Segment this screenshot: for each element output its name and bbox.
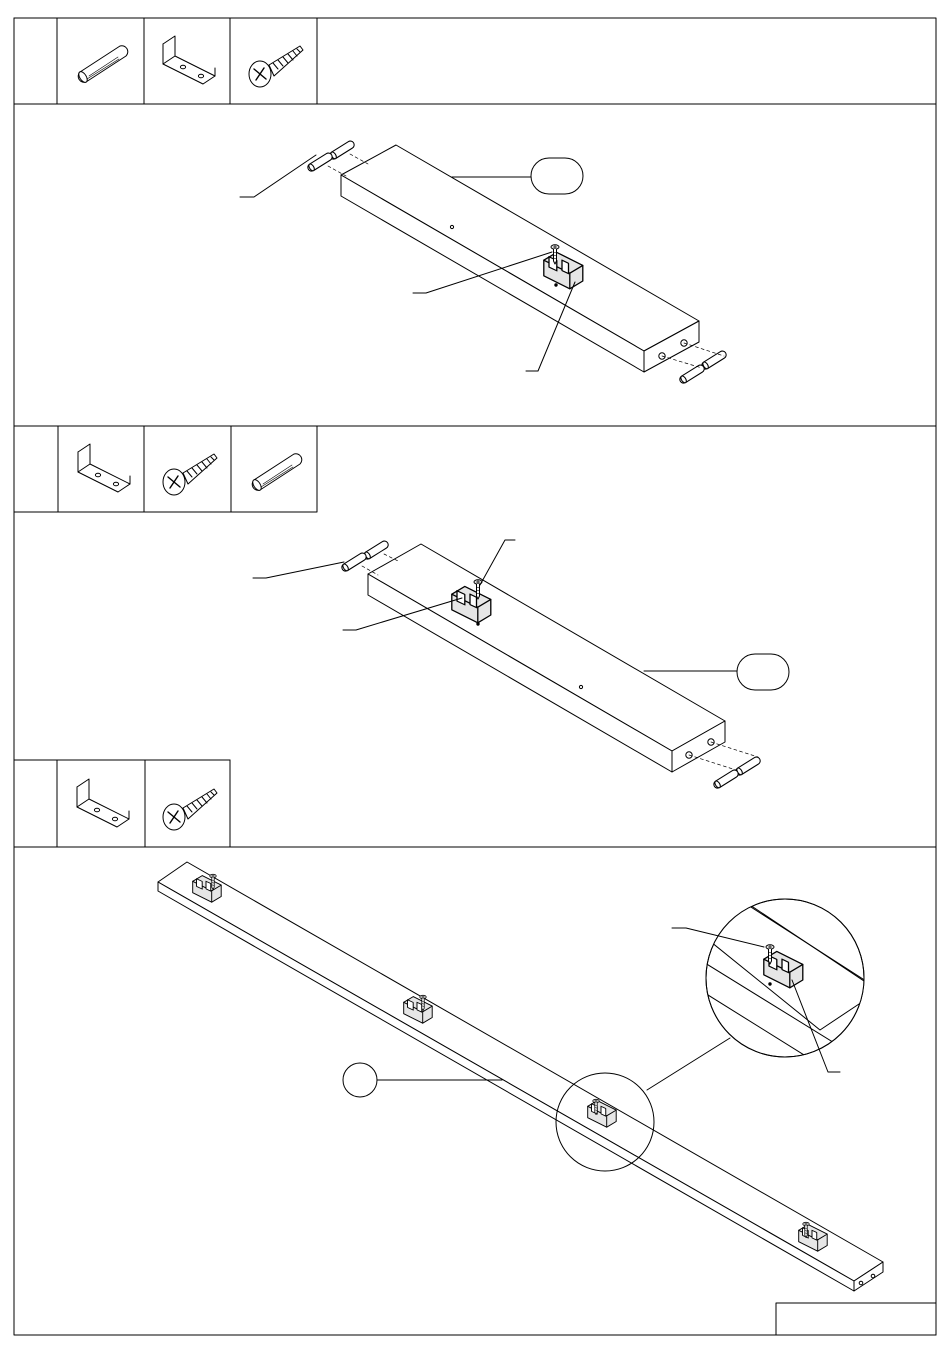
- dowel-part: [680, 365, 704, 384]
- screw-pointer: [480, 540, 515, 585]
- panel-label-bubble: [343, 1063, 377, 1097]
- panel-label-bubble: [531, 158, 583, 194]
- angle-bracket-icon: [77, 779, 129, 827]
- panel-label-bubble: [737, 654, 789, 690]
- angle-bracket-icon: [163, 36, 215, 84]
- dowel-part: [702, 351, 726, 370]
- dowel-part: [714, 770, 738, 789]
- dowel-pointer: [253, 562, 344, 578]
- page-number-box: [776, 1303, 936, 1335]
- cross-head-screw-icon: [163, 789, 217, 830]
- angle-bracket-icon: [78, 444, 130, 492]
- step-1-parts-table: [14, 18, 317, 104]
- zoom-detail-circle: [690, 895, 880, 1093]
- dowel-part: [342, 553, 366, 572]
- step-2-parts-table: [14, 426, 317, 512]
- wooden-dowel-icon: [251, 454, 302, 492]
- step-3-parts-table: [14, 760, 230, 847]
- step-2-panel: [368, 544, 725, 772]
- step-1: [14, 18, 936, 384]
- step-1-panel: [341, 145, 699, 372]
- dowel-part: [364, 541, 388, 560]
- dowel-pointer: [240, 155, 316, 197]
- step-2: [14, 426, 936, 789]
- dowel-part: [330, 141, 354, 160]
- dowel-part: [736, 757, 760, 776]
- cross-head-screw-icon: [249, 46, 303, 87]
- cross-head-screw-icon: [163, 454, 217, 495]
- wooden-dowel-icon: [77, 46, 128, 84]
- step-3: [14, 760, 936, 1291]
- dowel-part: [308, 153, 332, 172]
